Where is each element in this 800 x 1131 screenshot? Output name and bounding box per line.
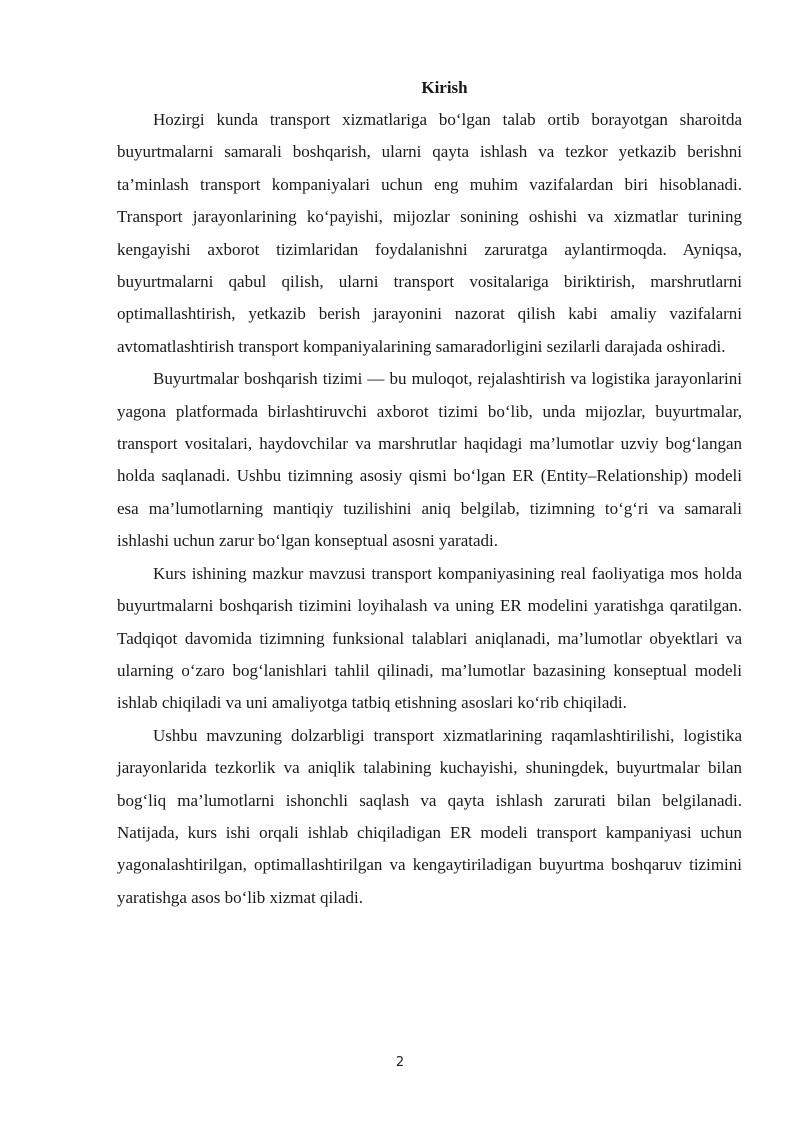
paragraph-4: Ushbu mavzuning dolzarbligi transport xizmatlarining raqamlashtirilishi, logistika jarayonlarida tezkorlik va aniqlik talabining kuchayishi, shuningdek, buyurtmalar bilan bog‘liq ma’lumotlarni ishonchli saqlash va qayta ishlash zarurati bilan belgilanadi. Natijada, kurs ishi orqali ishlab chiqiladigan ER modeli transport kampaniyasi uchun yagonalashtirilgan, optimallashtirilgan va kengaytiriladigan buyurtma boshqaruv tizimini yaratishga asos bo‘lib xizmat qiladi. (117, 725, 742, 907)
paragraph-1: Hozirgi kunda transport xizmatlariga bo‘lgan talab ortib borayotgan sharoitda buyurtmalarni samarali boshqarish, ularni qayta ishlash va tezkor yetkazib berishni ta’minlash transport kompaniyalari uchun eng muhim vazifalardan biri hisoblanadi. Transport jarayonlarining ko‘payishi, mijozlar sonining oshishi va xizmatlar turining kengayishi axborot tizimlaridan foydalanishni zaruratga aylantirmoqda. Ayniqsa, buyurtmalarni qabul qilish, ularni transport vositalariga biriktirish, marshrutlarni optimallashtirish, yetkazib berish jarayonini nazorat qilish kabi amaliy vazifalarni avtomatlashtirish transport kompaniyalarining samaradorligini sezilarli darajada oshiradi. (117, 110, 742, 356)
page-content (117, 74, 742, 914)
paragraph-3: Kurs ishining mazkur mavzusi transport kompaniyasining real faoliyatiga mos holda buyurtmalarni boshqarish tizimini loyihalash va uning ER modelini yaratishga qaratilgan. Tadqiqot davomida tizimning funksional talablari aniqlanadi, ma’lumotlar obyektlari va ularning o‘zaro bog‘lanishlari tahlil qilinadi, ma’lumotlar bazasining konseptual modeli ishlab chiqiladi va uni amaliyotga tatbiq etishning asoslari ko‘rib chiqiladi. (117, 563, 742, 713)
page-number: 2 (395, 1055, 405, 1070)
paragraph-2: Buyurtmalar boshqarish tizimi — bu muloqot, rejalashtirish va logistika jarayonlarini yagona platformada birlashtiruvchi axborot tizimi bo‘lib, unda mijozlar, buyurtmalar, transport vositalari, haydovchilar va marshrutlar haqidagi ma’lumotlar uzviy bog‘langan holda saqlanadi. Ushbu tizimning asosiy qismi bo‘lgan ER (Entity–Relationship) modeli esa ma’lumotlarning mantiqiy tuzilishini aniq belgilab, tizimning to‘g‘ri va samarali ishlashi uchun zarur bo‘lgan konseptual asosni yaratadi. (117, 369, 742, 551)
section-title: Kirish (421, 78, 468, 97)
